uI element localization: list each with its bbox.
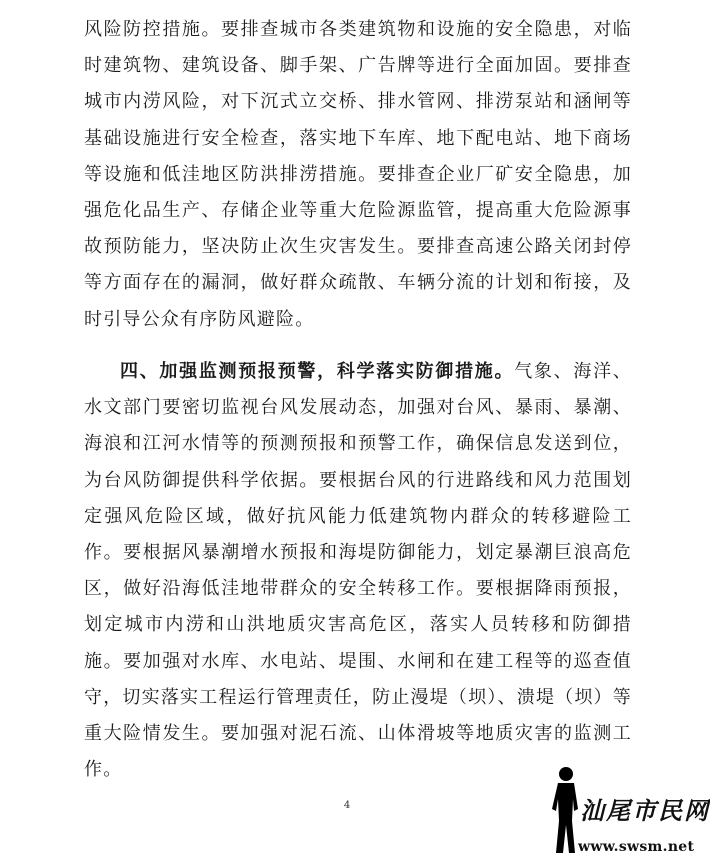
body-paragraph [84,12,632,338]
watermark-title: 汕尾市民网 [580,796,710,825]
watermark-url: www.swsm.net [578,839,695,855]
section-paragraph [84,354,632,788]
section-heading: 四、加强监测预报预警，科学落实防御措施。 [120,361,515,382]
paragraph-text: 风险防控措施。要排查城市各类建筑物和设施的安全隐患，对临时建筑物、建筑设备、脚手架、广告牌等进行全面加固。要排查城市内涝风险，对下沉式立交桥、排水管网、排涝泵站和涵闸等基础设施进行安全检查，落实地下车库、地下配电站、地下商场等设施和低洼地区防洪排涝措施。要排查企业厂矿安全隐患，加强危化品生产、存储企业等重大危险源监管，提高重大危险源事故预防能力，坚决防止次生灾害发生。要排查高速公路关闭封停等方面存在的漏洞，做好群众疏散、车辆分流的计划和衔接，及时引导公众有序防风避险。 [84,19,632,330]
site-watermark [540,761,710,861]
paragraph-text: 气象、海洋、水文部门要密切监视台风发展动态，加强对台风、暴雨、暴潮、海浪和江河水情等的预测预报和预警工作，确保信息发送到位，为台风防御提供科学依据。要根据台风的行进路线和风力范围划定强风危险区域，做好抗风能力低建筑物内群众的转移避险工作。要根据风暴潮增水预报和海堤防御能力，划定暴潮巨浪高危区，做好沿海低洼地带群众的安全转移工作。要根据降雨预报，划定城市内涝和山洪地质灾害高危区，落实人员转移和防御措施。要加强对水库、水电站、堤围、水闸和在建工程等的巡查值守，切实落实工程运行管理责任，防止漫堤（坝）、溃堤（坝）等重大险情发生。要加强对泥石流、山体滑坡等地质灾害的监测工作。 [84,361,633,781]
page-number: 4 [343,800,351,811]
